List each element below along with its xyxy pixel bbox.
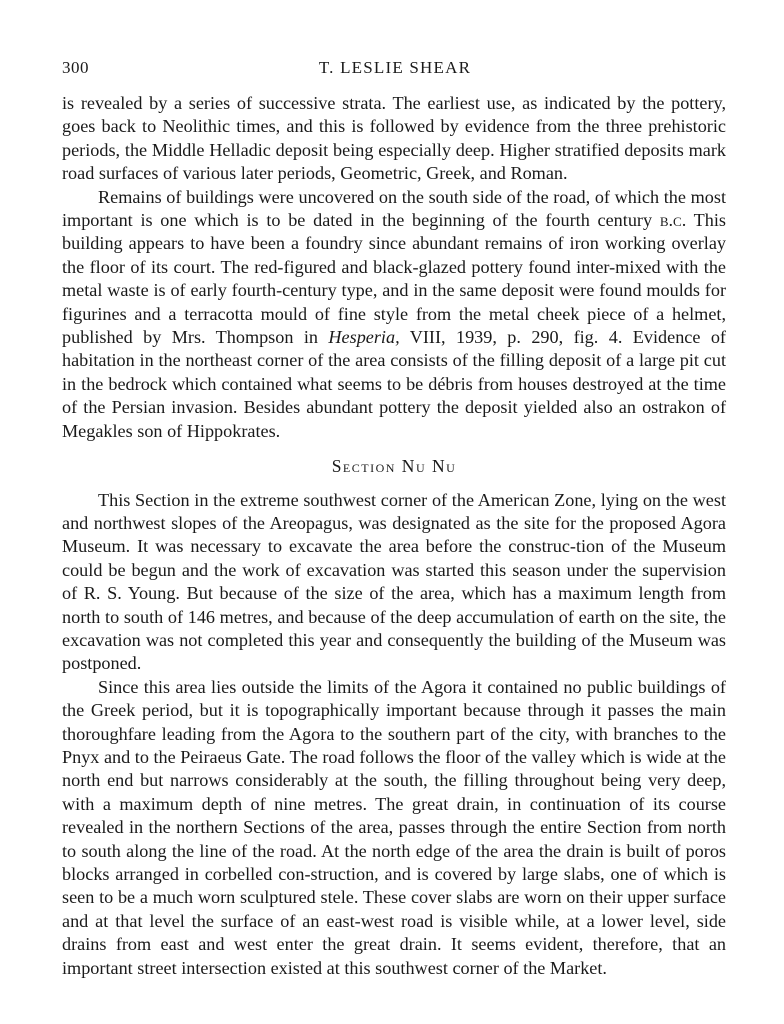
paragraph-continuation: is revealed by a series of successive strata. The earliest use, as indicated by the pottery, goes back to Neolithic times, and this is followed by evidence from the three prehistoric periods, the Middle Helladic deposit being especially deep. Higher stratified deposits mark road surfaces of various later periods, Geometric, Greek, and Roman. — [62, 93, 726, 184]
paragraph-foundry — [62, 186, 726, 443]
paragraph-foundry-part-c: VIII, 1939, p. 290, fig. 4. Evidence of habitation in the northeast corner of the area consists of the filling deposit of a large pit cut in the bedrock which contained what seems to be débris from houses destroyed at the time of the Persian invasion. Besides abundant pottery the deposit yielded also an ostrakon of Megakles son of Hippokrates. — [62, 327, 726, 441]
paragraph-topography: Since this area lies outside the limits of the Agora it contained no public buildings of the Greek period, but it is topographically important because through it passes the main thoroughfare leading from the Agora to the southern part of the city, with branches to the Pnyx and to the Peiraeus Gate. The road follows the floor of the valley which is wide at the north end but narrows considerably at the south, the filling throughout being very deep, with a maximum depth of nine metres. The great drain, in continuation of its course revealed in the northern Sections of the area, passes through the entire Section from north to south along the line of the road. At the north edge of the area the drain is built of poros blocks arranged in corbelled con-struction, and is covered by large slabs, one of which is seen to be a much worn sculptured stele. These cover slabs are worn on their upper surface and at that level the surface of an east-west road is visible while, at a lower level, side drains from east and west enter the great drain. It seems evident, therefore, that an important street intersection existed at this southwest corner of the Market. — [62, 676, 726, 978]
running-head — [62, 58, 728, 82]
paragraph-foundry-part-a: Remains of buildings were uncovered on the south side of the road, of which the most important is one which is to be dated in the beginning of the fourth century — [62, 186, 726, 231]
paragraph-foundry-part-b: This building appears to have been a foundry since abundant remains of iron working overlay the floor of its court. The red-figured and black-glazed pottery found inter-mixed with the metal waste is of early fourth-century type, and in the same deposit were found moulds for figurines and a terracotta mould of fine style from the metal cheek piece of a helmet, published by Mrs. Thompson in — [62, 210, 726, 348]
date-abbreviation: b.c. — [659, 210, 687, 231]
running-title: T. LESLIE SHEAR — [318, 58, 472, 77]
journal-title: Hesperia, — [328, 327, 400, 348]
body-text — [62, 92, 726, 980]
paragraph-section-intro: This Section in the extreme southwest corner of the American Zone, lying on the west and northwest slopes of the Areopagus, was designated as the site for the proposed Agora Museum. It was necessary to excavate the area before the construc-tion of the Museum could be begun and the work of excavation was started this season under the supervision of R. S. Young. But because of the size of the area, which has a maximum length from north to south of 146 metres, and because of the deep accumulation of earth on the site, the excavation was not completed this year and consequently the building of the Museum was postponed. — [62, 489, 726, 674]
page-number: 300 — [62, 58, 89, 77]
section-heading: Section Nu Nu — [331, 456, 457, 477]
